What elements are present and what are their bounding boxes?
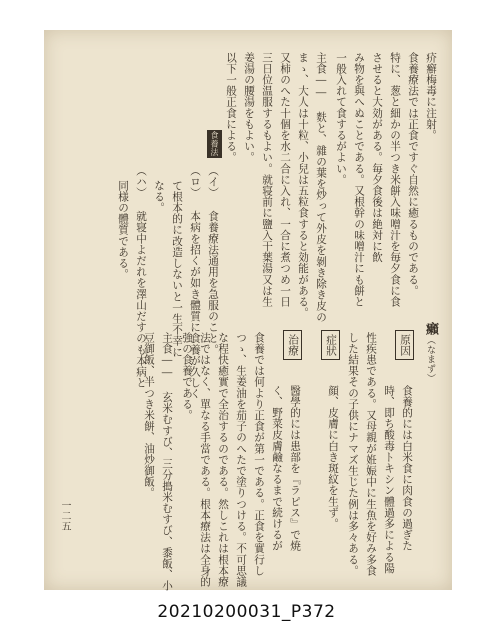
label-cause-text: 原因	[395, 330, 414, 360]
top-line-12: 以下一般正食による。	[225, 52, 237, 163]
section-title	[422, 322, 438, 383]
page-number: 一二五	[59, 500, 70, 532]
top-line-7: 主食―― 麩と、雜の葉を炒って外皮を剝き除き皮の	[315, 52, 327, 323]
top-line-5: み物を與へぬことである。又根幹の味噌汁にも餅と	[353, 52, 365, 308]
cause-line-4: した結果その子供にナマズ生じた例は多々ある。	[347, 332, 359, 577]
top-line-10: 三日位温服するもよい。就寝前に鹽入干葉湯又は生	[261, 52, 273, 308]
top-line-14: （ロ） 本病を招くが如き體質に食養が久しく	[189, 165, 201, 400]
image-caption: 20210200031_P372	[157, 602, 336, 622]
treatment-line-7: 強の食養である。	[181, 332, 193, 421]
top-line-1: 疥癬梅毒に注射。	[425, 52, 437, 141]
top-line-18: 同様の體質である。	[117, 180, 129, 280]
symptom-line-1: 顔、皮膚に白き斑紋を生ず。	[327, 385, 339, 530]
section-title-main: 癩	[423, 322, 438, 336]
top-line-9: 又柿のへた十個を水二合に入れ、一合に煮つめ一日	[279, 52, 291, 308]
top-line-17: （ハ） 就寝中よだれを澤山だすのも本病と	[135, 165, 147, 389]
top-line-13: （イ） 食養療法通用を急服のこと。	[207, 165, 219, 356]
label-treatment-text: 治療	[283, 330, 302, 360]
top-line-16: なる。	[153, 180, 165, 214]
label-treatment	[283, 330, 302, 360]
top-line-11: 姜湯の腰湯をもよい。	[243, 52, 255, 163]
cause-line-2: 時、即ち酸毒トキシン體過多による陽	[383, 385, 395, 574]
cause-line-3: 性疾患である。又母親が姙娠中に生魚を好み多食	[365, 332, 377, 577]
top-line-3: 特に、葱と細かの半つき米餅入味噌汁を毎夕食に食	[389, 52, 401, 308]
label-symptom	[321, 330, 340, 360]
top-line-15: て根本的に改造しないと一生不幸に	[171, 180, 183, 358]
top-line-4: させると大効がある。毎夕食後は絶対に飲	[371, 52, 383, 263]
treatment-line-1: 醫學的には患部を『ラピス』で焼	[289, 385, 301, 552]
label-symptom-text: 症狀	[321, 330, 340, 360]
section-tag: 食養法	[207, 130, 222, 158]
label-cause	[395, 330, 414, 360]
treatment-line-5: な程快癒實で全治するのである。然しこれは根本療	[217, 332, 229, 588]
treatment-line-8: 主食―― 玄米むすび、三分搗米むすび、黍飯、小	[161, 332, 173, 592]
treatment-line-2: く、野菜皮膚鹼なるまで続けるが	[271, 385, 283, 552]
document-page	[44, 30, 452, 590]
cause-line-1: 食養的には白米食に肉食の過ぎた	[401, 385, 413, 552]
top-line-6: 一般入れて食するがよい。	[335, 52, 347, 186]
section-title-reading: （なまず）	[425, 335, 435, 383]
treatment-line-4: つゝ、生姜油を茄子のへたで塗りつける。不可思議	[235, 332, 247, 588]
treatment-line-3: 食養では何より正食が第一である。正食を實行し	[253, 332, 265, 577]
treatment-line-9: 豆御飯、半つき米餅、油炒御飯。	[143, 332, 155, 499]
top-line-8: まゝ、大人は十粒、小兒は五粒食すると効能がある。	[297, 52, 309, 319]
treatment-line-6: 法ではなく、單なる手當である。根本療法は全身的	[199, 332, 211, 588]
top-line-2: 食養療法では正食ですぐ自然に癒るものである。	[407, 52, 419, 297]
